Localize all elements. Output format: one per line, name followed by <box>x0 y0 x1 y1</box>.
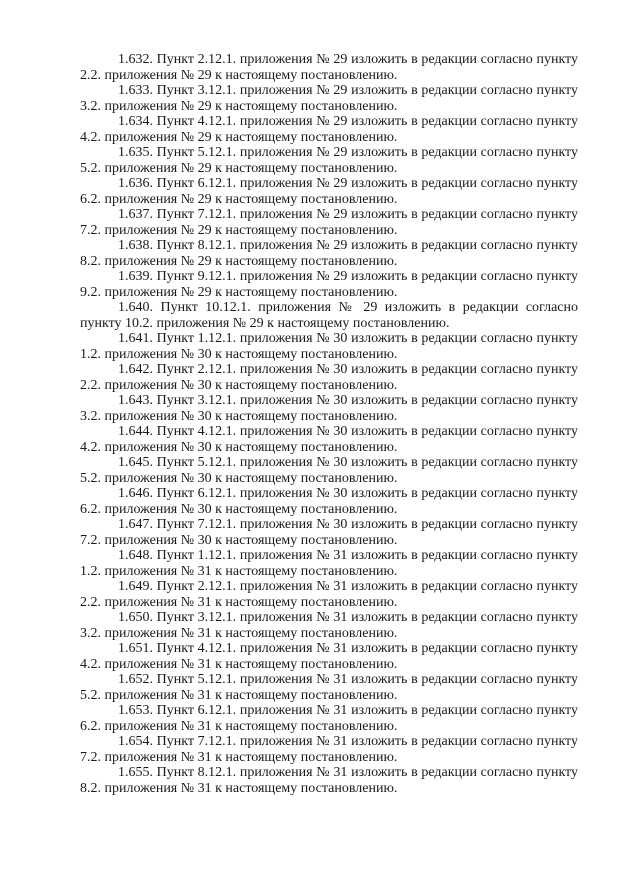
paragraph: 1.644. Пункт 4.12.1. приложения № 30 изложить в редакции согласно пункту 4.2. приложения № 30 к настоящему постановлению. <box>80 424 578 455</box>
paragraph: 1.649. Пункт 2.12.1. приложения № 31 изложить в редакции согласно пункту 2.2. приложения № 31 к настоящему постановлению. <box>80 579 578 610</box>
paragraph: 1.640. Пункт 10.12.1. приложения № 29 изложить в редакции согласно пункту 10.2. приложения № 29 к настоящему постановлению. <box>80 300 578 331</box>
paragraph: 1.639. Пункт 9.12.1. приложения № 29 изложить в редакции согласно пункту 9.2. приложения № 29 к настоящему постановлению. <box>80 269 578 300</box>
paragraph: 1.643. Пункт 3.12.1. приложения № 30 изложить в редакции согласно пункту 3.2. приложения № 30 к настоящему постановлению. <box>80 393 578 424</box>
paragraph: 1.645. Пункт 5.12.1. приложения № 30 изложить в редакции согласно пункту 5.2. приложения № 30 к настоящему постановлению. <box>80 455 578 486</box>
paragraph: 1.636. Пункт 6.12.1. приложения № 29 изложить в редакции согласно пункту 6.2. приложения № 29 к настоящему постановлению. <box>80 176 578 207</box>
document-body <box>80 52 578 796</box>
paragraph: 1.647. Пункт 7.12.1. приложения № 30 изложить в редакции согласно пункту 7.2. приложения № 30 к настоящему постановлению. <box>80 517 578 548</box>
paragraph: 1.651. Пункт 4.12.1. приложения № 31 изложить в редакции согласно пункту 4.2. приложения № 31 к настоящему постановлению. <box>80 641 578 672</box>
paragraph: 1.637. Пункт 7.12.1. приложения № 29 изложить в редакции согласно пункту 7.2. приложения № 29 к настоящему постановлению. <box>80 207 578 238</box>
paragraph: 1.642. Пункт 2.12.1. приложения № 30 изложить в редакции согласно пункту 2.2. приложения № 30 к настоящему постановлению. <box>80 362 578 393</box>
paragraph: 1.655. Пункт 8.12.1. приложения № 31 изложить в редакции согласно пункту 8.2. приложения № 31 к настоящему постановлению. <box>80 765 578 796</box>
paragraph: 1.638. Пункт 8.12.1. приложения № 29 изложить в редакции согласно пункту 8.2. приложения № 29 к настоящему постановлению. <box>80 238 578 269</box>
paragraph: 1.646. Пункт 6.12.1. приложения № 30 изложить в редакции согласно пункту 6.2. приложения № 30 к настоящему постановлению. <box>80 486 578 517</box>
paragraph: 1.632. Пункт 2.12.1. приложения № 29 изложить в редакции согласно пункту 2.2. приложения № 29 к настоящему постановлению. <box>80 52 578 83</box>
paragraph: 1.633. Пункт 3.12.1. приложения № 29 изложить в редакции согласно пункту 3.2. приложения № 29 к настоящему постановлению. <box>80 83 578 114</box>
paragraph: 1.634. Пункт 4.12.1. приложения № 29 изложить в редакции согласно пункту 4.2. приложения № 29 к настоящему постановлению. <box>80 114 578 145</box>
paragraph: 1.652. Пункт 5.12.1. приложения № 31 изложить в редакции согласно пункту 5.2. приложения № 31 к настоящему постановлению. <box>80 672 578 703</box>
paragraph: 1.654. Пункт 7.12.1. приложения № 31 изложить в редакции согласно пункту 7.2. приложения № 31 к настоящему постановлению. <box>80 734 578 765</box>
paragraph: 1.635. Пункт 5.12.1. приложения № 29 изложить в редакции согласно пункту 5.2. приложения № 29 к настоящему постановлению. <box>80 145 578 176</box>
paragraph: 1.653. Пункт 6.12.1. приложения № 31 изложить в редакции согласно пункту 6.2. приложения № 31 к настоящему постановлению. <box>80 703 578 734</box>
paragraph: 1.641. Пункт 1.12.1. приложения № 30 изложить в редакции согласно пункту 1.2. приложения № 30 к настоящему постановлению. <box>80 331 578 362</box>
paragraph: 1.650. Пункт 3.12.1. приложения № 31 изложить в редакции согласно пункту 3.2. приложения № 31 к настоящему постановлению. <box>80 610 578 641</box>
paragraph: 1.648. Пункт 1.12.1. приложения № 31 изложить в редакции согласно пункту 1.2. приложения № 31 к настоящему постановлению. <box>80 548 578 579</box>
